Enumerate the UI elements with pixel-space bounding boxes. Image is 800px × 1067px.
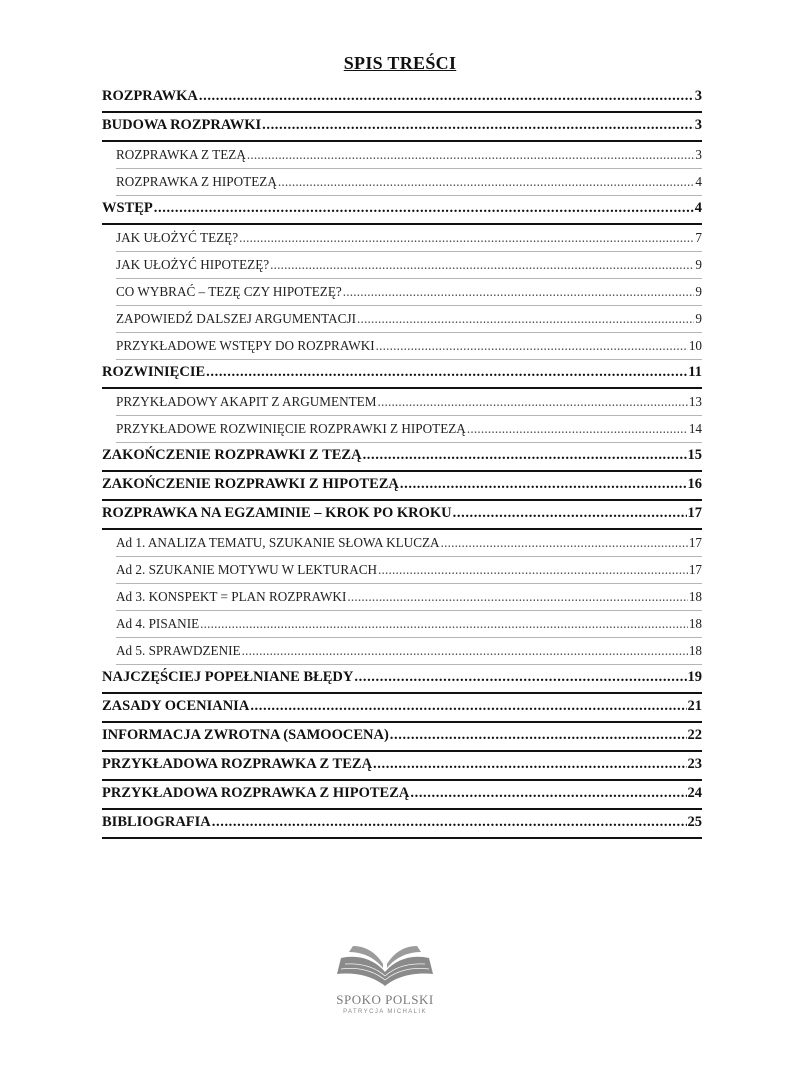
toc-leader-dots — [378, 557, 688, 583]
toc-leader-dots — [343, 279, 695, 305]
toc-entry-label: ROZWINIĘCIE — [102, 364, 206, 380]
toc-entry-chapter[interactable] — [102, 84, 702, 113]
toc-entry-page-number: 19 — [687, 669, 702, 685]
toc-entry-label: JAK UŁOŻYĆ TEZĘ? — [116, 230, 239, 245]
toc-leader-dots — [200, 611, 688, 637]
toc-entry-label: ZAPOWIEDŹ DALSZEJ ARGUMENTACJI — [116, 311, 356, 326]
toc-entry-label: BUDOWA ROZPRAWKI — [102, 117, 262, 133]
toc-entry-chapter[interactable] — [102, 723, 702, 752]
toc-entry-section[interactable] — [116, 416, 702, 443]
toc-entry-page-number: 16 — [687, 476, 702, 492]
toc-entry-section[interactable] — [116, 252, 702, 279]
toc-entry-section[interactable] — [116, 557, 702, 584]
toc-leader-dots — [441, 530, 688, 556]
open-book-icon — [333, 942, 437, 990]
toc-entry-label: PRZYKŁADOWE WSTĘPY DO ROZPRAWKI — [116, 338, 375, 353]
toc-entry-label: CO WYBRAĆ – TEZĘ CZY HIPOTEZĘ? — [116, 284, 342, 299]
toc-entry-section[interactable] — [116, 638, 702, 665]
toc-entry-page-number: 14 — [688, 421, 702, 436]
toc-entry-page-number: 3 — [694, 117, 702, 133]
toc-leader-dots — [242, 638, 688, 664]
toc-entry-page-number: 18 — [688, 643, 702, 658]
toc-entry-label: ZAKOŃCZENIE ROZPRAWKI Z HIPOTEZĄ — [102, 476, 399, 492]
toc-entry-label: Ad 2. SZUKANIE MOTYWU W LEKTURACH — [116, 562, 378, 577]
toc-entry-page-number: 4 — [695, 174, 702, 189]
toc-entry-page-number: 18 — [688, 589, 702, 604]
toc-leader-dots — [262, 113, 694, 137]
toc-entry-label: PRZYKŁADOWA ROZPRAWKA Z HIPOTEZĄ — [102, 785, 410, 801]
toc-entry-chapter[interactable] — [102, 810, 702, 839]
toc-leader-dots — [278, 169, 695, 195]
toc-entry-label: Ad 5. SPRAWDZENIE — [116, 643, 241, 658]
toc-entry-section[interactable] — [116, 611, 702, 638]
toc-entry-label: JAK UŁOŻYĆ HIPOTEZĘ? — [116, 257, 270, 272]
toc-entry-section[interactable] — [116, 584, 702, 611]
toc-entry-label: PRZYKŁADOWA ROZPRAWKA Z TEZĄ — [102, 756, 373, 772]
toc-entry-label: Ad 3. KONSPEKT = PLAN ROZPRAWKI — [116, 589, 347, 604]
toc-entry-section[interactable] — [116, 279, 702, 306]
toc-entry-page-number: 23 — [687, 756, 702, 772]
toc-leader-dots — [354, 665, 686, 689]
toc-entry-label: INFORMACJA ZWROTNA (SAMOOCENA) — [102, 727, 389, 743]
toc-entry-label: NAJCZĘŚCIEJ POPEŁNIANE BŁĘDY — [102, 669, 354, 685]
toc-leader-dots — [467, 416, 688, 442]
toc-entry-label: ROZPRAWKA Z TEZĄ — [116, 147, 246, 162]
toc-entry-page-number: 3 — [694, 88, 702, 104]
toc-leader-dots — [390, 723, 687, 747]
toc-entry-page-number: 11 — [688, 364, 702, 380]
toc-leader-dots — [206, 360, 687, 384]
toc-entry-page-number: 9 — [695, 284, 702, 299]
toc-entry-page-number: 15 — [687, 447, 702, 463]
toc-entry-chapter[interactable] — [102, 501, 702, 530]
toc-leader-dots — [410, 781, 686, 805]
toc-leader-dots — [357, 306, 694, 332]
toc-entry-chapter[interactable] — [102, 443, 702, 472]
page-title: SPIS TREŚCI — [343, 53, 457, 73]
toc-entry-page-number: 18 — [688, 616, 702, 631]
toc-entry-chapter[interactable] — [102, 694, 702, 723]
toc-entry-page-number: 13 — [688, 394, 702, 409]
toc-leader-dots — [347, 584, 687, 610]
toc-entry-page-number: 24 — [687, 785, 702, 801]
toc-entry-section[interactable] — [116, 225, 702, 252]
toc-entry-label: BIBLIOGRAFIA — [102, 814, 211, 830]
toc-entry-page-number: 10 — [688, 338, 702, 353]
toc-leader-dots — [250, 694, 686, 718]
toc-entry-page-number: 22 — [687, 727, 702, 743]
toc-entry-page-number: 3 — [695, 147, 702, 162]
toc-entry-label: ROZPRAWKA — [102, 88, 198, 104]
toc-entry-page-number: 17 — [688, 535, 702, 550]
toc-entry-page-number: 25 — [687, 814, 702, 830]
table-of-contents — [102, 84, 702, 839]
toc-entry-page-number: 4 — [694, 200, 702, 216]
toc-entry-label: ZAKOŃCZENIE ROZPRAWKI Z TEZĄ — [102, 447, 362, 463]
toc-leader-dots — [199, 84, 694, 108]
toc-entry-section[interactable] — [116, 169, 702, 196]
toc-entry-label: Ad 4. PISANIE — [116, 616, 200, 631]
toc-entry-chapter[interactable] — [102, 665, 702, 694]
toc-entry-chapter[interactable] — [102, 472, 702, 501]
toc-leader-dots — [377, 389, 687, 415]
toc-entry-page-number: 17 — [688, 562, 702, 577]
toc-entry-page-number: 17 — [687, 505, 702, 521]
toc-entry-page-number: 7 — [695, 230, 702, 245]
toc-entry-chapter[interactable] — [102, 196, 702, 225]
toc-entry-section[interactable] — [116, 142, 702, 169]
toc-leader-dots — [373, 752, 686, 776]
brand-name: SPOKO POLSKI — [336, 992, 434, 1007]
toc-entry-label: Ad 1. ANALIZA TEMATU, SZUKANIE SŁOWA KLUCZA — [116, 535, 440, 550]
toc-leader-dots — [453, 501, 687, 525]
toc-entry-section[interactable] — [116, 530, 702, 557]
toc-entry-section[interactable] — [116, 389, 702, 416]
brand-author: PATRYCJA MICHALIK — [343, 1009, 427, 1015]
toc-entry-page-number: 9 — [695, 257, 702, 272]
toc-entry-label: ROZPRAWKA Z HIPOTEZĄ — [116, 174, 277, 189]
toc-entry-chapter[interactable] — [102, 113, 702, 142]
toc-entry-label: ROZPRAWKA NA EGZAMINIE – KROK PO KROKU — [102, 505, 452, 521]
toc-leader-dots — [363, 443, 687, 467]
toc-leader-dots — [376, 333, 688, 359]
toc-entry-label: PRZYKŁADOWY AKAPIT Z ARGUMENTEM — [116, 394, 377, 409]
toc-entry-chapter[interactable] — [102, 360, 702, 389]
toc-leader-dots — [247, 142, 695, 168]
toc-entry-section[interactable] — [116, 333, 702, 360]
toc-leader-dots — [400, 472, 687, 496]
toc-entry-page-number: 21 — [687, 698, 702, 714]
brand-logo — [330, 942, 440, 1015]
toc-entry-label: PRZYKŁADOWE ROZWINIĘCIE ROZPRAWKI Z HIPOTEZĄ — [116, 421, 466, 436]
toc-entry-label: ZASADY OCENIANIA — [102, 698, 250, 714]
toc-entry-chapter[interactable] — [102, 752, 702, 781]
toc-entry-label: WSTĘP — [102, 200, 153, 216]
toc-entry-chapter[interactable] — [102, 781, 702, 810]
toc-leader-dots — [270, 252, 694, 278]
toc-leader-dots — [154, 196, 694, 220]
toc-entry-section[interactable] — [116, 306, 702, 333]
toc-leader-dots — [239, 225, 694, 251]
toc-entry-page-number: 9 — [695, 311, 702, 326]
toc-leader-dots — [212, 810, 687, 834]
